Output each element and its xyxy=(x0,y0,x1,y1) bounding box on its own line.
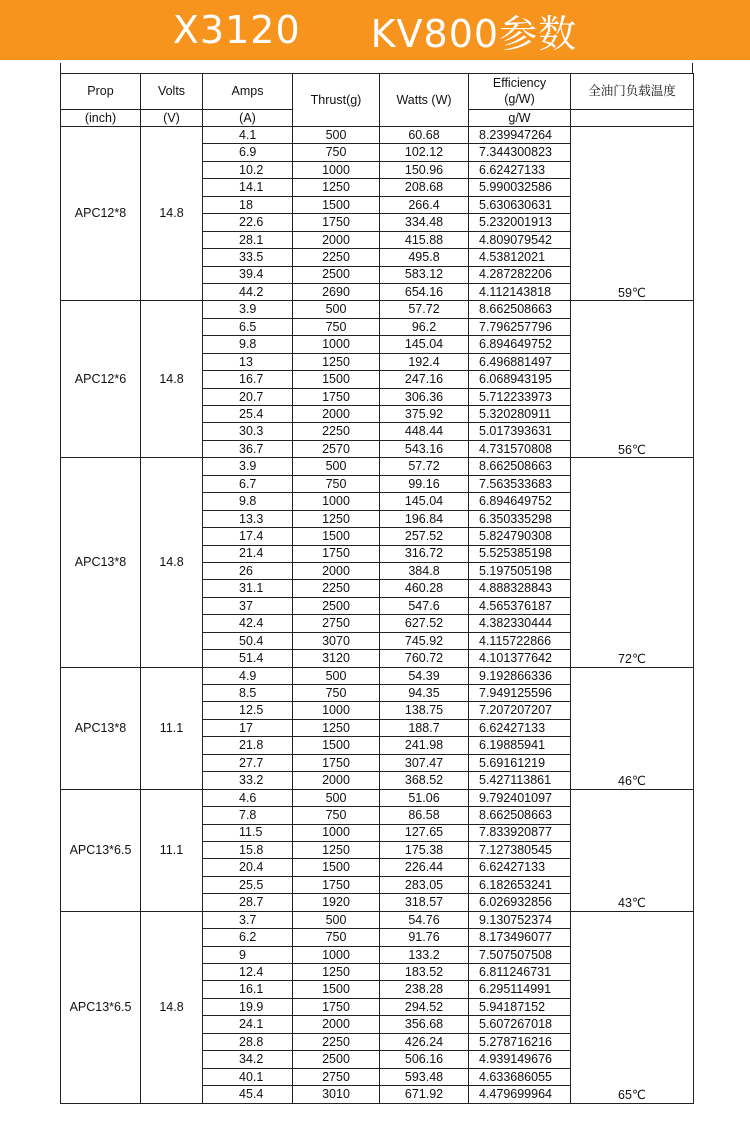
cell-efficiency: 4.101377642 xyxy=(469,650,571,667)
cell-amps: 3.7 xyxy=(203,911,293,928)
cell-amps: 20.7 xyxy=(203,388,293,405)
cell-thrust: 2500 xyxy=(293,1051,380,1068)
cell-efficiency: 7.833920877 xyxy=(469,824,571,841)
cell-amps: 34.2 xyxy=(203,1051,293,1068)
cell-watts: 133.2 xyxy=(380,946,469,963)
cell-thrust: 2000 xyxy=(293,231,380,248)
cell-watts: 448.44 xyxy=(380,423,469,440)
cell-temp: 43℃ xyxy=(571,789,694,911)
cell-amps: 28.8 xyxy=(203,1033,293,1050)
cell-thrust: 750 xyxy=(293,929,380,946)
cell-amps: 8.5 xyxy=(203,685,293,702)
cell-amps: 6.7 xyxy=(203,475,293,492)
cell-efficiency: 8.662508663 xyxy=(469,458,571,475)
table-row xyxy=(61,911,694,928)
unit-efficiency: g/W xyxy=(469,110,571,127)
cell-thrust: 2500 xyxy=(293,266,380,283)
cell-amps: 21.8 xyxy=(203,737,293,754)
cell-efficiency: 4.809079542 xyxy=(469,231,571,248)
cell-amps: 16.7 xyxy=(203,371,293,388)
cell-watts: 654.16 xyxy=(380,283,469,300)
cell-thrust: 3120 xyxy=(293,650,380,667)
cell-amps: 4.1 xyxy=(203,127,293,144)
cell-amps: 50.4 xyxy=(203,632,293,649)
cell-efficiency: 7.207207207 xyxy=(469,702,571,719)
cell-thrust: 1500 xyxy=(293,981,380,998)
cell-watts: 86.58 xyxy=(380,807,469,824)
cell-efficiency: 7.127380545 xyxy=(469,841,571,858)
cell-efficiency: 5.990032586 xyxy=(469,179,571,196)
cell-thrust: 1750 xyxy=(293,388,380,405)
cell-efficiency: 9.792401097 xyxy=(469,789,571,806)
cell-watts: 196.84 xyxy=(380,510,469,527)
cell-thrust: 2000 xyxy=(293,562,380,579)
header-thrust: Thrust(g) xyxy=(293,74,380,127)
cell-efficiency: 5.69161219 xyxy=(469,754,571,771)
cell-efficiency: 5.525385198 xyxy=(469,545,571,562)
cell-amps: 19.9 xyxy=(203,998,293,1015)
table-row xyxy=(61,301,694,318)
cell-amps: 28.1 xyxy=(203,231,293,248)
cell-thrust: 1000 xyxy=(293,493,380,510)
cell-amps: 25.4 xyxy=(203,406,293,423)
cell-thrust: 1500 xyxy=(293,859,380,876)
cell-amps: 6.5 xyxy=(203,318,293,335)
cell-efficiency: 6.068943195 xyxy=(469,371,571,388)
table-row xyxy=(61,127,694,144)
cell-amps: 13.3 xyxy=(203,510,293,527)
cell-thrust: 1250 xyxy=(293,719,380,736)
cell-efficiency: 6.62427133 xyxy=(469,859,571,876)
cell-thrust: 1250 xyxy=(293,510,380,527)
cell-efficiency: 9.192866336 xyxy=(469,667,571,684)
cell-watts: 183.52 xyxy=(380,964,469,981)
cell-temp: 46℃ xyxy=(571,667,694,789)
cell-amps: 40.1 xyxy=(203,1068,293,1085)
cell-amps: 26 xyxy=(203,562,293,579)
header-volts: Volts xyxy=(141,74,203,110)
cell-amps: 17.4 xyxy=(203,528,293,545)
cell-prop: APC12*8 xyxy=(61,127,141,301)
cell-watts: 627.52 xyxy=(380,615,469,632)
header-temp: 全油门负载温度 xyxy=(571,74,694,110)
cell-watts: 257.52 xyxy=(380,528,469,545)
cell-efficiency: 4.731570808 xyxy=(469,440,571,457)
cell-temp: 72℃ xyxy=(571,458,694,667)
cell-amps: 33.5 xyxy=(203,249,293,266)
cell-amps: 15.8 xyxy=(203,841,293,858)
cell-temp: 65℃ xyxy=(571,911,694,1103)
cell-watts: 266.4 xyxy=(380,196,469,213)
cell-amps: 9.8 xyxy=(203,336,293,353)
cell-efficiency: 6.62427133 xyxy=(469,161,571,178)
cell-efficiency: 9.130752374 xyxy=(469,911,571,928)
cell-watts: 306.36 xyxy=(380,388,469,405)
cell-watts: 671.92 xyxy=(380,1086,469,1103)
cell-amps: 37 xyxy=(203,597,293,614)
cell-watts: 192.4 xyxy=(380,353,469,370)
cell-efficiency: 8.662508663 xyxy=(469,301,571,318)
cell-thrust: 1000 xyxy=(293,336,380,353)
header-amps: Amps xyxy=(203,74,293,110)
cell-watts: 226.44 xyxy=(380,859,469,876)
cell-thrust: 1750 xyxy=(293,998,380,1015)
cell-volts: 14.8 xyxy=(141,911,203,1103)
cell-amps: 13 xyxy=(203,353,293,370)
cell-amps: 27.7 xyxy=(203,754,293,771)
cell-amps: 42.4 xyxy=(203,615,293,632)
cell-efficiency: 8.239947264 xyxy=(469,127,571,144)
cell-amps: 14.1 xyxy=(203,179,293,196)
cell-temp: 56℃ xyxy=(571,301,694,458)
cell-efficiency: 4.382330444 xyxy=(469,615,571,632)
cell-thrust: 2250 xyxy=(293,1033,380,1050)
cell-thrust: 1500 xyxy=(293,196,380,213)
cell-temp: 59℃ xyxy=(571,127,694,301)
header-row xyxy=(61,74,694,110)
cell-efficiency: 6.026932856 xyxy=(469,894,571,911)
cell-watts: 145.04 xyxy=(380,336,469,353)
cell-efficiency: 7.507507508 xyxy=(469,946,571,963)
cell-amps: 4.9 xyxy=(203,667,293,684)
cell-amps: 10.2 xyxy=(203,161,293,178)
cell-amps: 18 xyxy=(203,196,293,213)
cell-thrust: 1500 xyxy=(293,737,380,754)
cell-amps: 9 xyxy=(203,946,293,963)
cell-amps: 45.4 xyxy=(203,1086,293,1103)
cell-efficiency: 7.796257796 xyxy=(469,318,571,335)
cell-efficiency: 5.94187152 xyxy=(469,998,571,1015)
cell-efficiency: 8.662508663 xyxy=(469,807,571,824)
cell-watts: 188.7 xyxy=(380,719,469,736)
cell-efficiency: 6.496881497 xyxy=(469,353,571,370)
cell-efficiency: 4.479699964 xyxy=(469,1086,571,1103)
cell-thrust: 2500 xyxy=(293,597,380,614)
cell-efficiency: 4.888328843 xyxy=(469,580,571,597)
cell-volts: 14.8 xyxy=(141,301,203,458)
spec-table xyxy=(60,73,694,1104)
table-row xyxy=(61,458,694,475)
cell-thrust: 1750 xyxy=(293,876,380,893)
cell-efficiency: 5.427113861 xyxy=(469,772,571,789)
cell-amps: 28.7 xyxy=(203,894,293,911)
header-prop: Prop xyxy=(61,74,141,110)
cell-watts: 238.28 xyxy=(380,981,469,998)
cell-thrust: 1920 xyxy=(293,894,380,911)
cell-thrust: 3010 xyxy=(293,1086,380,1103)
cell-thrust: 750 xyxy=(293,807,380,824)
cell-thrust: 1000 xyxy=(293,946,380,963)
cell-amps: 22.6 xyxy=(203,214,293,231)
cell-amps: 11.5 xyxy=(203,824,293,841)
cell-amps: 6.2 xyxy=(203,929,293,946)
cell-watts: 460.28 xyxy=(380,580,469,597)
cell-watts: 54.39 xyxy=(380,667,469,684)
cell-watts: 543.16 xyxy=(380,440,469,457)
cell-efficiency: 6.295114991 xyxy=(469,981,571,998)
cell-efficiency: 5.017393631 xyxy=(469,423,571,440)
cell-efficiency: 5.630630631 xyxy=(469,196,571,213)
cell-watts: 593.48 xyxy=(380,1068,469,1085)
cell-efficiency: 7.949125596 xyxy=(469,685,571,702)
header-efficiency-line2: (g/W) xyxy=(504,91,535,106)
cell-thrust: 1750 xyxy=(293,754,380,771)
cell-efficiency: 4.112143818 xyxy=(469,283,571,300)
cell-thrust: 2250 xyxy=(293,423,380,440)
cell-thrust: 2750 xyxy=(293,1068,380,1085)
cell-thrust: 500 xyxy=(293,458,380,475)
cell-amps: 9.8 xyxy=(203,493,293,510)
cell-thrust: 2000 xyxy=(293,406,380,423)
cell-watts: 760.72 xyxy=(380,650,469,667)
cell-watts: 57.72 xyxy=(380,301,469,318)
cell-watts: 307.47 xyxy=(380,754,469,771)
title-model: X3120 xyxy=(172,8,301,52)
header-watts: Watts (W) xyxy=(380,74,469,127)
cell-efficiency: 5.278716216 xyxy=(469,1033,571,1050)
cell-amps: 7.8 xyxy=(203,807,293,824)
cell-watts: 175.38 xyxy=(380,841,469,858)
cell-prop: APC13*8 xyxy=(61,667,141,789)
cell-watts: 547.6 xyxy=(380,597,469,614)
cell-watts: 102.12 xyxy=(380,144,469,161)
header-efficiency-line1: Efficiency xyxy=(492,75,547,90)
cell-amps: 36.7 xyxy=(203,440,293,457)
cell-thrust: 2250 xyxy=(293,249,380,266)
cell-prop: APC13*6.5 xyxy=(61,789,141,911)
cell-watts: 247.16 xyxy=(380,371,469,388)
cell-watts: 96.2 xyxy=(380,318,469,335)
cell-thrust: 1000 xyxy=(293,702,380,719)
cell-efficiency: 7.563533683 xyxy=(469,475,571,492)
cell-thrust: 1500 xyxy=(293,528,380,545)
cell-watts: 375.92 xyxy=(380,406,469,423)
cell-volts: 14.8 xyxy=(141,458,203,667)
cell-amps: 12.5 xyxy=(203,702,293,719)
cell-watts: 415.88 xyxy=(380,231,469,248)
cell-thrust: 1250 xyxy=(293,964,380,981)
cell-watts: 745.92 xyxy=(380,632,469,649)
cell-thrust: 500 xyxy=(293,301,380,318)
cell-volts: 11.1 xyxy=(141,667,203,789)
cell-amps: 31.1 xyxy=(203,580,293,597)
cell-watts: 94.35 xyxy=(380,685,469,702)
cell-amps: 6.9 xyxy=(203,144,293,161)
cell-watts: 150.96 xyxy=(380,161,469,178)
cell-thrust: 1250 xyxy=(293,353,380,370)
cell-efficiency: 5.320280911 xyxy=(469,406,571,423)
cell-efficiency: 5.607267018 xyxy=(469,1016,571,1033)
cell-efficiency: 6.894649752 xyxy=(469,493,571,510)
cell-amps: 3.9 xyxy=(203,301,293,318)
cell-efficiency: 6.182653241 xyxy=(469,876,571,893)
cell-efficiency: 8.173496077 xyxy=(469,929,571,946)
cell-amps: 24.1 xyxy=(203,1016,293,1033)
cell-thrust: 2000 xyxy=(293,1016,380,1033)
cell-volts: 14.8 xyxy=(141,127,203,301)
cell-watts: 54.76 xyxy=(380,911,469,928)
cell-thrust: 500 xyxy=(293,667,380,684)
cell-prop: APC13*8 xyxy=(61,458,141,667)
cell-thrust: 3070 xyxy=(293,632,380,649)
cell-watts: 334.48 xyxy=(380,214,469,231)
cell-volts: 11.1 xyxy=(141,789,203,911)
cell-amps: 16.1 xyxy=(203,981,293,998)
cell-watts: 91.76 xyxy=(380,929,469,946)
cell-amps: 20.4 xyxy=(203,859,293,876)
cell-amps: 39.4 xyxy=(203,266,293,283)
cell-watts: 60.68 xyxy=(380,127,469,144)
cell-efficiency: 4.287282206 xyxy=(469,266,571,283)
cell-thrust: 1500 xyxy=(293,371,380,388)
table-row xyxy=(61,667,694,684)
cell-thrust: 750 xyxy=(293,318,380,335)
cell-thrust: 500 xyxy=(293,127,380,144)
cell-thrust: 1250 xyxy=(293,841,380,858)
unit-volts: (V) xyxy=(141,110,203,127)
cell-watts: 583.12 xyxy=(380,266,469,283)
cell-watts: 368.52 xyxy=(380,772,469,789)
cell-efficiency: 4.53812021 xyxy=(469,249,571,266)
cell-watts: 145.04 xyxy=(380,493,469,510)
cell-efficiency: 5.824790308 xyxy=(469,528,571,545)
cell-amps: 44.2 xyxy=(203,283,293,300)
cell-efficiency: 5.712233973 xyxy=(469,388,571,405)
cell-thrust: 1750 xyxy=(293,545,380,562)
cell-efficiency: 6.894649752 xyxy=(469,336,571,353)
cell-prop: APC12*6 xyxy=(61,301,141,458)
cell-thrust: 2750 xyxy=(293,615,380,632)
cell-amps: 12.4 xyxy=(203,964,293,981)
table-row xyxy=(61,789,694,806)
cell-watts: 495.8 xyxy=(380,249,469,266)
cell-watts: 99.16 xyxy=(380,475,469,492)
cell-efficiency: 4.565376187 xyxy=(469,597,571,614)
cell-watts: 138.75 xyxy=(380,702,469,719)
cell-amps: 33.2 xyxy=(203,772,293,789)
unit-amps: (A) xyxy=(203,110,293,127)
cell-amps: 30.3 xyxy=(203,423,293,440)
cell-thrust: 750 xyxy=(293,685,380,702)
cell-efficiency: 4.115722866 xyxy=(469,632,571,649)
header-efficiency xyxy=(469,74,571,110)
cell-amps: 25.5 xyxy=(203,876,293,893)
cell-amps: 17 xyxy=(203,719,293,736)
cell-watts: 283.05 xyxy=(380,876,469,893)
cell-thrust: 750 xyxy=(293,475,380,492)
cell-watts: 241.98 xyxy=(380,737,469,754)
cell-watts: 57.72 xyxy=(380,458,469,475)
cell-thrust: 1000 xyxy=(293,824,380,841)
cell-amps: 51.4 xyxy=(203,650,293,667)
cell-efficiency: 7.344300823 xyxy=(469,144,571,161)
cell-watts: 127.65 xyxy=(380,824,469,841)
unit-prop: (inch) xyxy=(61,110,141,127)
cell-watts: 506.16 xyxy=(380,1051,469,1068)
unit-temp xyxy=(571,110,694,127)
cell-thrust: 2570 xyxy=(293,440,380,457)
cell-thrust: 2000 xyxy=(293,772,380,789)
cell-watts: 426.24 xyxy=(380,1033,469,1050)
cell-thrust: 1750 xyxy=(293,214,380,231)
title-banner xyxy=(0,0,750,60)
cell-amps: 3.9 xyxy=(203,458,293,475)
cell-watts: 316.72 xyxy=(380,545,469,562)
title-kv: KV800参数 xyxy=(370,11,578,56)
cell-thrust: 2250 xyxy=(293,580,380,597)
cell-watts: 318.57 xyxy=(380,894,469,911)
cell-efficiency: 4.633686055 xyxy=(469,1068,571,1085)
cell-watts: 51.06 xyxy=(380,789,469,806)
cell-prop: APC13*6.5 xyxy=(61,911,141,1103)
cell-thrust: 750 xyxy=(293,144,380,161)
cell-thrust: 500 xyxy=(293,911,380,928)
cell-watts: 356.68 xyxy=(380,1016,469,1033)
cell-amps: 4.6 xyxy=(203,789,293,806)
cell-watts: 208.68 xyxy=(380,179,469,196)
cell-amps: 21.4 xyxy=(203,545,293,562)
cell-efficiency: 6.350335298 xyxy=(469,510,571,527)
cell-efficiency: 6.811246731 xyxy=(469,964,571,981)
cell-efficiency: 5.232001913 xyxy=(469,214,571,231)
cell-thrust: 1000 xyxy=(293,161,380,178)
cell-thrust: 2690 xyxy=(293,283,380,300)
cell-watts: 384.8 xyxy=(380,562,469,579)
cell-thrust: 500 xyxy=(293,789,380,806)
cell-efficiency: 6.62427133 xyxy=(469,719,571,736)
cell-efficiency: 5.197505198 xyxy=(469,562,571,579)
cell-thrust: 1250 xyxy=(293,179,380,196)
cell-efficiency: 6.19885941 xyxy=(469,737,571,754)
cell-efficiency: 4.939149676 xyxy=(469,1051,571,1068)
cell-watts: 294.52 xyxy=(380,998,469,1015)
